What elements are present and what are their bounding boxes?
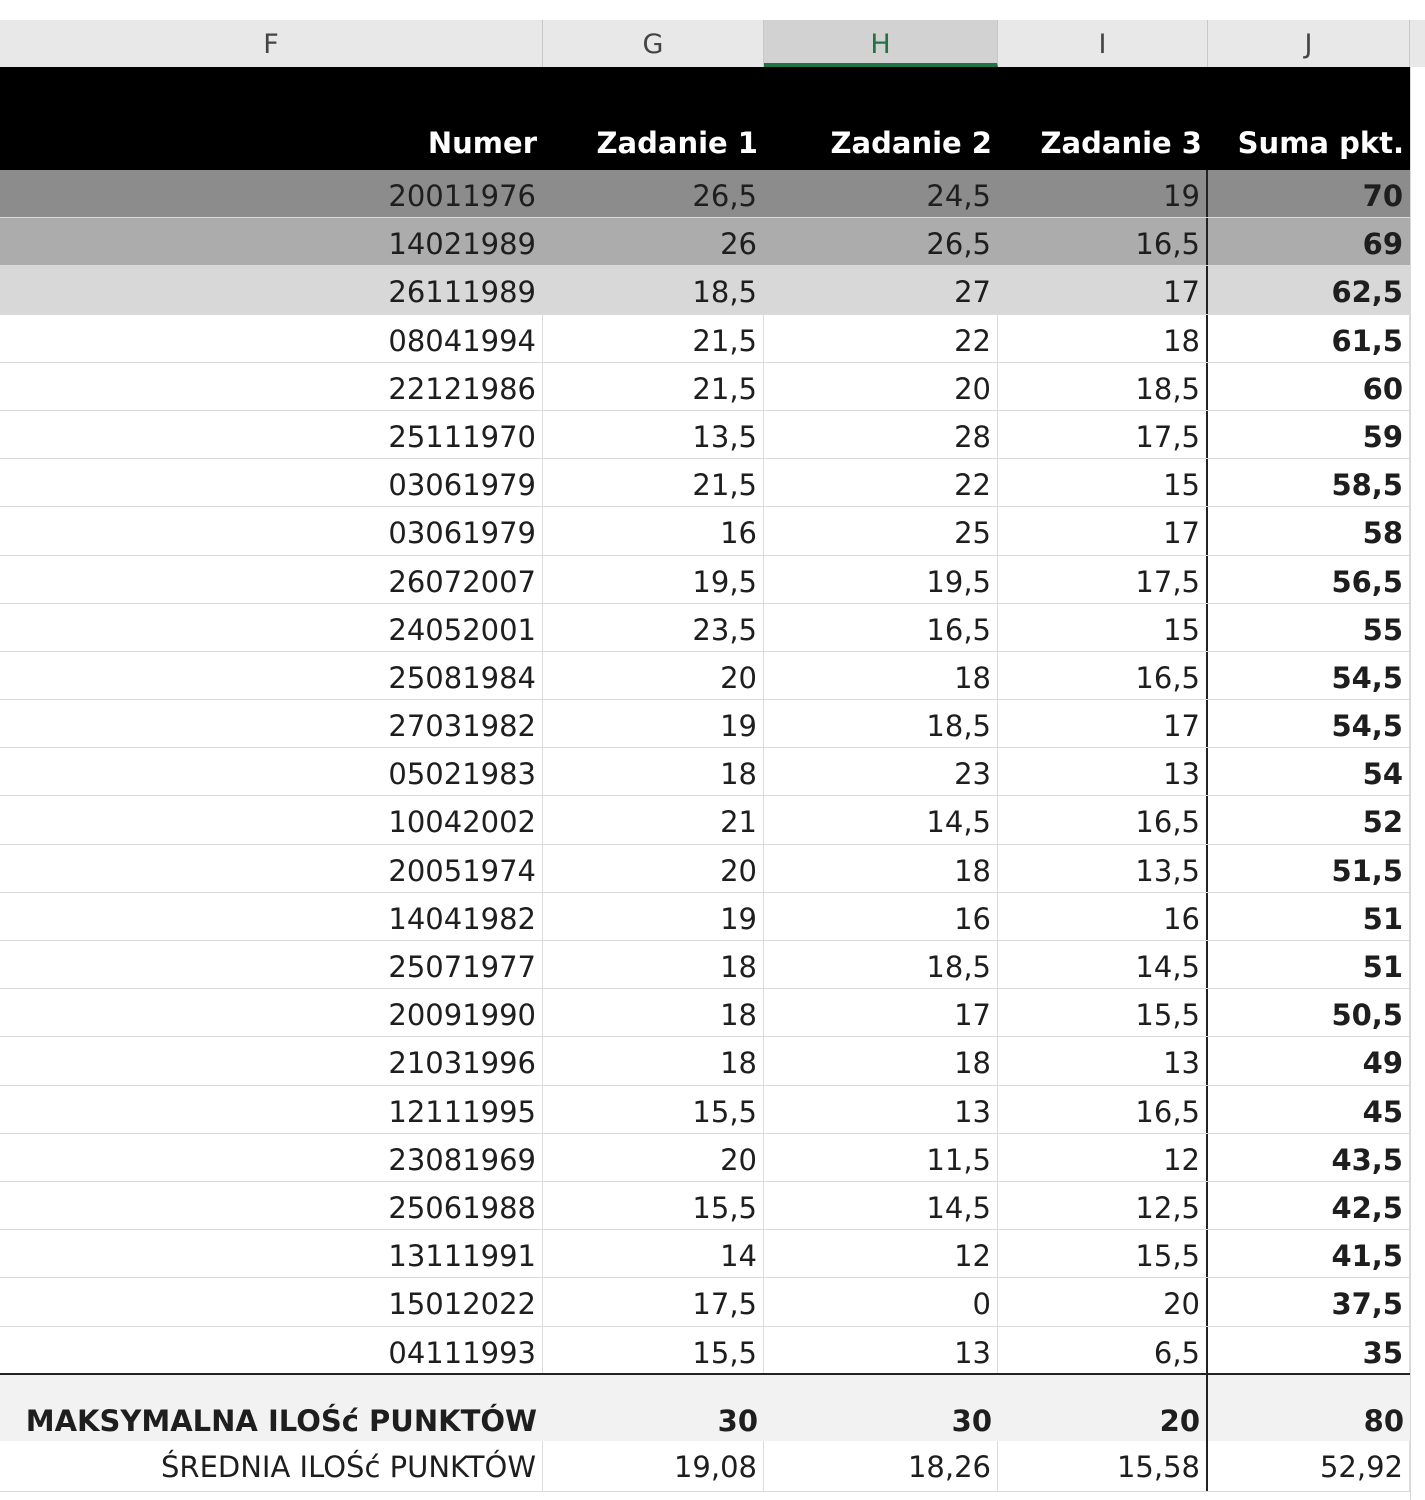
- cell-zadanie-1[interactable]: 20: [543, 652, 764, 699]
- table-row: [0, 459, 1425, 507]
- cell-suma[interactable]: 49: [1208, 1037, 1410, 1084]
- cell-zadanie-1[interactable]: 19: [543, 893, 764, 940]
- cell-zadanie-1[interactable]: 18,5: [692, 275, 757, 310]
- cell-numer[interactable]: 03061979: [0, 507, 543, 554]
- cell-zadanie-1[interactable]: 14: [543, 1230, 764, 1277]
- cell-zadanie-2[interactable]: 0: [764, 1278, 998, 1325]
- cell-suma[interactable]: 54,5: [1208, 700, 1410, 747]
- header-zadanie-1[interactable]: Zadanie 1: [596, 126, 758, 160]
- column-header-j[interactable]: J: [1208, 20, 1410, 67]
- cell-zadanie-3[interactable]: 17: [998, 266, 1208, 313]
- next-column-edge: [1410, 67, 1425, 1500]
- cell-numer[interactable]: 25081984: [0, 652, 543, 699]
- avg-zadanie-3[interactable]: 15,58: [998, 1441, 1208, 1491]
- cell-zadanie-3[interactable]: 15: [998, 459, 1208, 506]
- max-zadanie-3[interactable]: 20: [998, 1375, 1208, 1443]
- table-row: [0, 556, 1425, 604]
- cell-numer[interactable]: 12111995: [0, 1086, 543, 1133]
- table-row: [0, 652, 1425, 700]
- cell-zadanie-3[interactable]: 16,5: [998, 218, 1208, 265]
- column-header-g[interactable]: G: [543, 20, 764, 67]
- header-numer[interactable]: Numer: [427, 126, 537, 160]
- cell-zadanie-1[interactable]: 20: [543, 845, 764, 892]
- cell-suma[interactable]: 42,5: [1208, 1182, 1410, 1229]
- cell-suma[interactable]: 52: [1208, 796, 1410, 843]
- table-row: [0, 411, 1425, 459]
- table-row: [0, 700, 1425, 748]
- table-row: [0, 315, 1425, 363]
- cell-zadanie-2[interactable]: 12: [764, 1230, 998, 1277]
- cell-numer[interactable]: 25061988: [0, 1182, 543, 1229]
- cell-numer[interactable]: 10042002: [0, 796, 543, 843]
- column-header-bar: [0, 20, 1425, 68]
- table-row: [0, 893, 1425, 941]
- cell-zadanie-1[interactable]: 18: [543, 1037, 764, 1084]
- cell-zadanie-3[interactable]: 19: [998, 170, 1208, 217]
- cell-zadanie-3[interactable]: 16: [998, 893, 1208, 940]
- cell-zadanie-2[interactable]: 23: [764, 748, 998, 795]
- cell-zadanie-3[interactable]: 17: [998, 700, 1208, 747]
- cell-zadanie-2[interactable]: 18: [764, 652, 998, 699]
- cell-zadanie-3[interactable]: 18,5: [998, 363, 1208, 410]
- cell-zadanie-1[interactable]: 17,5: [543, 1278, 764, 1325]
- cell-zadanie-1[interactable]: 21,5: [543, 315, 764, 362]
- cell-zadanie-3[interactable]: 13: [998, 1037, 1208, 1084]
- column-header-i[interactable]: I: [998, 20, 1208, 67]
- cell-zadanie-3[interactable]: 17,5: [998, 556, 1208, 603]
- cell-numer[interactable]: 03061979: [0, 459, 543, 506]
- cell-zadanie-2[interactable]: 14,5: [764, 796, 998, 843]
- cell-numer[interactable]: 21031996: [0, 1037, 543, 1084]
- cell-numer[interactable]: 14041982: [0, 893, 543, 940]
- cell-zadanie-1[interactable]: 15,5: [543, 1086, 764, 1133]
- table-row: [0, 604, 1425, 652]
- cell-zadanie-2[interactable]: 18: [764, 1037, 998, 1084]
- table-row: [0, 748, 1425, 796]
- cell-numer[interactable]: 22121986: [0, 363, 543, 410]
- cell-zadanie-3[interactable]: 16,5: [998, 1086, 1208, 1133]
- cell-zadanie-2[interactable]: 24,5: [926, 179, 991, 213]
- cell-zadanie-2[interactable]: 19,5: [764, 556, 998, 603]
- cell-zadanie-2[interactable]: 13: [764, 1327, 998, 1374]
- cell-zadanie-2[interactable]: 27: [954, 275, 991, 310]
- cell-suma[interactable]: 55: [1208, 604, 1410, 651]
- cell-zadanie-3[interactable]: 13: [998, 748, 1208, 795]
- cell-zadanie-2[interactable]: 17: [764, 989, 998, 1036]
- cell-zadanie-2[interactable]: 14,5: [764, 1182, 998, 1229]
- cell-suma[interactable]: 54: [1208, 748, 1410, 795]
- max-zadanie-1[interactable]: 30: [717, 1404, 758, 1438]
- data-rows: [0, 170, 1425, 1375]
- cell-zadanie-3[interactable]: 20: [998, 1278, 1208, 1325]
- cell-suma[interactable]: 51: [1208, 941, 1410, 988]
- cell-numer[interactable]: 27031982: [0, 700, 543, 747]
- cell-suma[interactable]: 50,5: [1208, 989, 1410, 1036]
- avg-suma[interactable]: 52,92: [1208, 1441, 1410, 1491]
- table-row: [0, 1086, 1425, 1134]
- cell-zadanie-2[interactable]: 28: [764, 411, 998, 458]
- cell-zadanie-3[interactable]: 13,5: [998, 845, 1208, 892]
- cell-numer[interactable]: 23081969: [0, 1134, 543, 1181]
- cell-zadanie-3[interactable]: 15,5: [998, 989, 1208, 1036]
- cell-numer[interactable]: 04111993: [0, 1327, 543, 1374]
- cell-numer[interactable]: 24052001: [0, 604, 543, 651]
- cell-suma[interactable]: 60: [1208, 363, 1410, 410]
- cell-zadanie-2[interactable]: 22: [764, 315, 998, 362]
- cell-numer[interactable]: 25111970: [0, 411, 543, 458]
- cell-zadanie-1[interactable]: 21: [543, 796, 764, 843]
- max-points-row: [0, 1373, 1410, 1443]
- cell-zadanie-3[interactable]: 18: [998, 315, 1208, 362]
- cell-suma[interactable]: 58: [1208, 507, 1410, 554]
- cell-zadanie-1[interactable]: 18: [543, 941, 764, 988]
- cell-numer[interactable]: 26072007: [0, 556, 543, 603]
- cell-numer[interactable]: 20051974: [0, 845, 543, 892]
- cell-numer[interactable]: 26111989: [388, 275, 536, 310]
- cell-zadanie-1[interactable]: 21,5: [543, 363, 764, 410]
- cell-zadanie-3[interactable]: 12,5: [998, 1182, 1208, 1229]
- cell-zadanie-3[interactable]: 12: [998, 1134, 1208, 1181]
- table-row: [0, 845, 1425, 893]
- max-zadanie-2[interactable]: 30: [951, 1404, 992, 1438]
- cell-zadanie-3[interactable]: 17,5: [998, 411, 1208, 458]
- table-row: [0, 218, 1425, 266]
- cell-suma[interactable]: 37,5: [1208, 1278, 1410, 1325]
- cell-zadanie-3[interactable]: 14,5: [998, 941, 1208, 988]
- column-header-f[interactable]: F: [0, 20, 543, 67]
- cell-zadanie-3[interactable]: 17: [998, 507, 1208, 554]
- max-suma[interactable]: 80: [1363, 1404, 1404, 1438]
- cell-suma[interactable]: 43,5: [1208, 1134, 1410, 1181]
- table-row: [0, 989, 1425, 1037]
- cell-zadanie-1[interactable]: 13,5: [543, 411, 764, 458]
- cell-zadanie-3[interactable]: 6,5: [998, 1327, 1208, 1374]
- cell-zadanie-2[interactable]: 11,5: [764, 1134, 998, 1181]
- cell-zadanie-1[interactable]: 18: [543, 748, 764, 795]
- table-row: [0, 941, 1425, 989]
- cell-zadanie-2[interactable]: 18,5: [764, 941, 998, 988]
- table-row: [0, 363, 1425, 411]
- cell-zadanie-1[interactable]: 19,5: [543, 556, 764, 603]
- cell-zadanie-3[interactable]: 16,5: [998, 652, 1208, 699]
- cell-suma[interactable]: 51: [1208, 893, 1410, 940]
- cell-zadanie-1[interactable]: 20: [543, 1134, 764, 1181]
- table-row: [0, 1327, 1425, 1375]
- average-points-row: [0, 1441, 1410, 1492]
- cell-suma[interactable]: 56,5: [1208, 556, 1410, 603]
- cell-numer[interactable]: 05021983: [0, 748, 543, 795]
- cell-zadanie-3[interactable]: 16,5: [998, 796, 1208, 843]
- cell-zadanie-2[interactable]: 16,5: [764, 604, 998, 651]
- cell-zadanie-1[interactable]: 19: [543, 700, 764, 747]
- cell-zadanie-1[interactable]: 15,5: [543, 1327, 764, 1374]
- cell-zadanie-1[interactable]: 26: [720, 227, 757, 262]
- cell-suma[interactable]: 69: [1362, 227, 1403, 262]
- cell-numer[interactable]: 15012022: [0, 1278, 543, 1325]
- cell-zadanie-1[interactable]: 15,5: [543, 1182, 764, 1229]
- table-row: [0, 796, 1425, 844]
- cell-zadanie-2[interactable]: 25: [764, 507, 998, 554]
- cell-suma[interactable]: 58,5: [1208, 459, 1410, 506]
- cell-numer[interactable]: 25071977: [0, 941, 543, 988]
- table-row: [0, 507, 1425, 555]
- cell-numer[interactable]: 13111991: [0, 1230, 543, 1277]
- cell-zadanie-2[interactable]: 22: [764, 459, 998, 506]
- table-row: [0, 1278, 1425, 1326]
- cell-suma[interactable]: 70: [1362, 179, 1403, 213]
- table-row: [0, 1230, 1425, 1278]
- cell-zadanie-1[interactable]: 16: [543, 507, 764, 554]
- table-header-row: [0, 67, 1410, 170]
- cell-suma[interactable]: 54,5: [1208, 652, 1410, 699]
- table-row: [0, 266, 1425, 314]
- cell-numer[interactable]: 20011976: [388, 179, 536, 213]
- cell-zadanie-2[interactable]: 16: [764, 893, 998, 940]
- cell-suma[interactable]: 51,5: [1208, 845, 1410, 892]
- header-zadanie-3[interactable]: Zadanie 3: [1040, 126, 1202, 160]
- cell-zadanie-2[interactable]: 18: [764, 845, 998, 892]
- cell-zadanie-1[interactable]: 26,5: [692, 179, 757, 213]
- table-row: [0, 1182, 1425, 1230]
- header-zadanie-2[interactable]: Zadanie 2: [830, 126, 992, 160]
- cell-zadanie-3[interactable]: 15: [998, 604, 1208, 651]
- avg-label[interactable]: ŚREDNIA ILOŚć PUNKTÓW: [0, 1441, 543, 1491]
- cell-suma[interactable]: 41,5: [1208, 1230, 1410, 1277]
- table-row: [0, 170, 1425, 218]
- avg-zadanie-2[interactable]: 18,26: [764, 1441, 998, 1491]
- max-label[interactable]: MAKSYMALNA ILOŚć PUNKTÓW: [25, 1404, 537, 1438]
- cell-zadanie-2[interactable]: 13: [764, 1086, 998, 1133]
- cell-suma[interactable]: 59: [1208, 411, 1410, 458]
- cell-suma[interactable]: 35: [1208, 1327, 1410, 1374]
- cell-numer[interactable]: 08041994: [0, 315, 543, 362]
- cell-zadanie-2[interactable]: 26,5: [926, 227, 991, 262]
- table-row: [0, 1037, 1425, 1085]
- header-suma[interactable]: Suma pkt.: [1237, 126, 1404, 160]
- cell-numer[interactable]: 14021989: [388, 227, 536, 262]
- cell-zadanie-3[interactable]: 15,5: [998, 1230, 1208, 1277]
- avg-zadanie-1[interactable]: 19,08: [543, 1441, 764, 1491]
- cell-zadanie-2[interactable]: 18,5: [764, 700, 998, 747]
- cell-suma[interactable]: 61,5: [1208, 315, 1410, 362]
- cell-suma[interactable]: 62,5: [1331, 275, 1403, 310]
- column-header-h[interactable]: H: [764, 20, 998, 67]
- cell-zadanie-1[interactable]: 23,5: [543, 604, 764, 651]
- cell-zadanie-2[interactable]: 20: [764, 363, 998, 410]
- cell-zadanie-1[interactable]: 21,5: [543, 459, 764, 506]
- table-row: [0, 1134, 1425, 1182]
- cell-suma[interactable]: 45: [1208, 1086, 1410, 1133]
- cell-zadanie-1[interactable]: 18: [543, 989, 764, 1036]
- cell-numer[interactable]: 20091990: [0, 989, 543, 1036]
